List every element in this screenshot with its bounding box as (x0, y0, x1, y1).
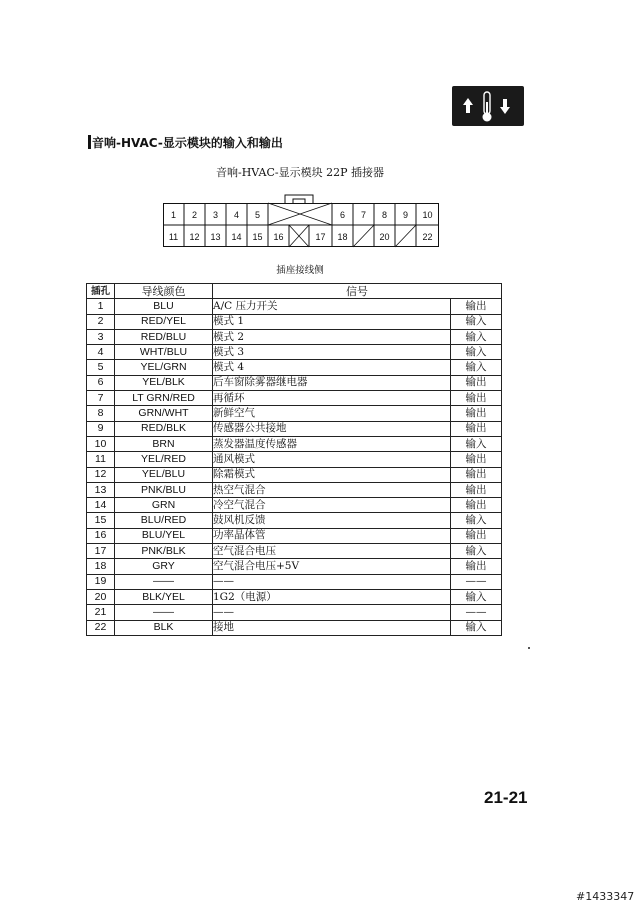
table-row (87, 467, 502, 482)
color-cell: RED/BLU (115, 329, 213, 344)
color-cell: BLU/YEL (115, 528, 213, 543)
pin-label: 15 (252, 232, 263, 242)
direction-cell: 输入 (451, 314, 502, 329)
title-marker (88, 135, 91, 149)
color-cell: —— (115, 574, 213, 589)
pin-label: 20 (379, 232, 390, 242)
table-row (87, 513, 502, 528)
color-cell: RED/YEL (115, 314, 213, 329)
color-cell: LT GRN/RED (115, 391, 213, 406)
direction-cell: 输出 (451, 406, 502, 421)
pin-cell: 13 (87, 482, 115, 497)
header-color: 导线颜色 (115, 284, 213, 299)
pin-label: 5 (254, 210, 261, 220)
direction-cell: 输出 (451, 299, 502, 314)
table-row (87, 482, 502, 497)
pin-label: 12 (189, 232, 200, 242)
direction-cell: 输出 (451, 559, 502, 574)
signal-cell: 模式 4 (213, 360, 451, 375)
table-row (87, 421, 502, 436)
signal-cell: 模式 1 (213, 314, 451, 329)
pin-label: 14 (231, 232, 242, 242)
direction-cell: 输出 (451, 452, 502, 467)
pin-cell: 21 (87, 605, 115, 620)
table-row (87, 406, 502, 421)
table-row (87, 605, 502, 620)
pin-label: 7 (360, 210, 367, 220)
signal-cell: 模式 2 (213, 329, 451, 344)
direction-cell: 输出 (451, 391, 502, 406)
direction-cell: 输出 (451, 482, 502, 497)
signal-cell: 冷空气混合 (213, 498, 451, 513)
pin-cell: 10 (87, 436, 115, 451)
pin-cell: 12 (87, 467, 115, 482)
table-row (87, 559, 502, 574)
pin-label: 8 (381, 210, 388, 220)
pin-cell: 18 (87, 559, 115, 574)
table-row (87, 360, 502, 375)
color-cell: PNK/BLK (115, 544, 213, 559)
pin-cell: 5 (87, 360, 115, 375)
section-title-text: 音响-HVAC-显示模块的输入和输出 (92, 136, 283, 150)
signal-cell: 通风模式 (213, 452, 451, 467)
table-row (87, 314, 502, 329)
signal-cell: 再循环 (213, 391, 451, 406)
signal-cell: 新鲜空气 (213, 406, 451, 421)
pin-cell: 7 (87, 391, 115, 406)
watermark: #1433347 (576, 890, 635, 903)
pin-cell: 4 (87, 345, 115, 360)
color-cell: BLK (115, 620, 213, 635)
table-row (87, 299, 502, 314)
pin-table (86, 283, 502, 636)
direction-cell: —— (451, 605, 502, 620)
direction-cell: 输出 (451, 375, 502, 390)
pin-label: 9 (402, 210, 409, 220)
signal-cell: 蒸发器温度传感器 (213, 436, 451, 451)
direction-cell: 输入 (451, 620, 502, 635)
header-signal: 信号 (213, 284, 502, 299)
pin-cell: 1 (87, 299, 115, 314)
climate-control-icon (452, 86, 524, 126)
signal-cell: —— (213, 574, 451, 589)
signal-cell: 空气混合电压 (213, 544, 451, 559)
signal-cell: A/C 压力开关 (213, 299, 451, 314)
connector-title: 音响-HVAC-显示模块 22P 插接器 (216, 166, 384, 179)
pin-label: 1 (170, 210, 177, 220)
table-row (87, 436, 502, 451)
color-cell: BLK/YEL (115, 589, 213, 604)
signal-cell: 除霜模式 (213, 467, 451, 482)
signal-cell: —— (213, 605, 451, 620)
pin-label: 6 (339, 210, 346, 220)
direction-cell: 输出 (451, 467, 502, 482)
direction-cell: 输入 (451, 360, 502, 375)
color-cell: YEL/BLK (115, 375, 213, 390)
pin-label: 2 (191, 210, 198, 220)
pin-label: 18 (337, 232, 348, 242)
pin-label: 16 (273, 232, 284, 242)
pin-cell: 2 (87, 314, 115, 329)
signal-cell: 后车窗除雾器继电器 (213, 375, 451, 390)
direction-cell: —— (451, 574, 502, 589)
table-row (87, 574, 502, 589)
header-pin: 插孔 (87, 284, 115, 299)
pin-cell: 15 (87, 513, 115, 528)
color-cell: BLU/RED (115, 513, 213, 528)
table-row (87, 589, 502, 604)
table-row (87, 329, 502, 344)
color-cell: BLU (115, 299, 213, 314)
pin-label: 3 (212, 210, 219, 220)
color-cell: WHT/BLU (115, 345, 213, 360)
color-cell: —— (115, 605, 213, 620)
color-cell: YEL/BLU (115, 467, 213, 482)
direction-cell: 输入 (451, 345, 502, 360)
direction-cell: 输入 (451, 513, 502, 528)
direction-cell: 输入 (451, 329, 502, 344)
pin-label: 4 (233, 210, 240, 220)
signal-cell: 空气混合电压+5V (213, 559, 451, 574)
table-header-row (87, 284, 502, 299)
table-row (87, 452, 502, 467)
table-row (87, 528, 502, 543)
connector-diagram (163, 193, 439, 247)
pin-cell: 11 (87, 452, 115, 467)
signal-cell: 传感器公共接地 (213, 421, 451, 436)
pin-cell: 3 (87, 329, 115, 344)
direction-cell: 输入 (451, 589, 502, 604)
pin-label: 22 (422, 232, 433, 242)
color-cell: GRN/WHT (115, 406, 213, 421)
pin-label: 10 (422, 210, 433, 220)
table-row (87, 498, 502, 513)
signal-cell: 1G2（电源） (213, 589, 451, 604)
pin-cell: 16 (87, 528, 115, 543)
pin-cell: 6 (87, 375, 115, 390)
color-cell: PNK/BLU (115, 482, 213, 497)
table-row (87, 544, 502, 559)
direction-cell: 输出 (451, 528, 502, 543)
color-cell: YEL/GRN (115, 360, 213, 375)
pin-cell: 20 (87, 589, 115, 604)
signal-cell: 热空气混合 (213, 482, 451, 497)
signal-cell: 功率晶体管 (213, 528, 451, 543)
pin-label: 17 (315, 232, 326, 242)
color-cell: BRN (115, 436, 213, 451)
color-cell: GRY (115, 559, 213, 574)
section-title (88, 134, 283, 151)
table-body (87, 299, 502, 636)
pin-cell: 14 (87, 498, 115, 513)
pin-cell: 19 (87, 574, 115, 589)
signal-cell: 模式 3 (213, 345, 451, 360)
signal-cell: 接地 (213, 620, 451, 635)
direction-cell: 输入 (451, 436, 502, 451)
pin-cell: 17 (87, 544, 115, 559)
color-cell: YEL/RED (115, 452, 213, 467)
page-mark (528, 647, 530, 649)
pin-cell: 9 (87, 421, 115, 436)
table-row (87, 391, 502, 406)
direction-cell: 输入 (451, 544, 502, 559)
direction-cell: 输出 (451, 498, 502, 513)
table-row (87, 375, 502, 390)
table-row (87, 345, 502, 360)
pin-label: 13 (210, 232, 221, 242)
direction-cell: 输出 (451, 421, 502, 436)
pin-cell: 22 (87, 620, 115, 635)
color-cell: RED/BLK (115, 421, 213, 436)
pin-cell: 8 (87, 406, 115, 421)
color-cell: GRN (115, 498, 213, 513)
page-number: 21-21 (484, 788, 528, 807)
pin-label: 11 (168, 232, 179, 242)
connector-subtitle: 插座接线侧 (276, 265, 324, 276)
table-row (87, 620, 502, 635)
signal-cell: 鼓风机反馈 (213, 513, 451, 528)
